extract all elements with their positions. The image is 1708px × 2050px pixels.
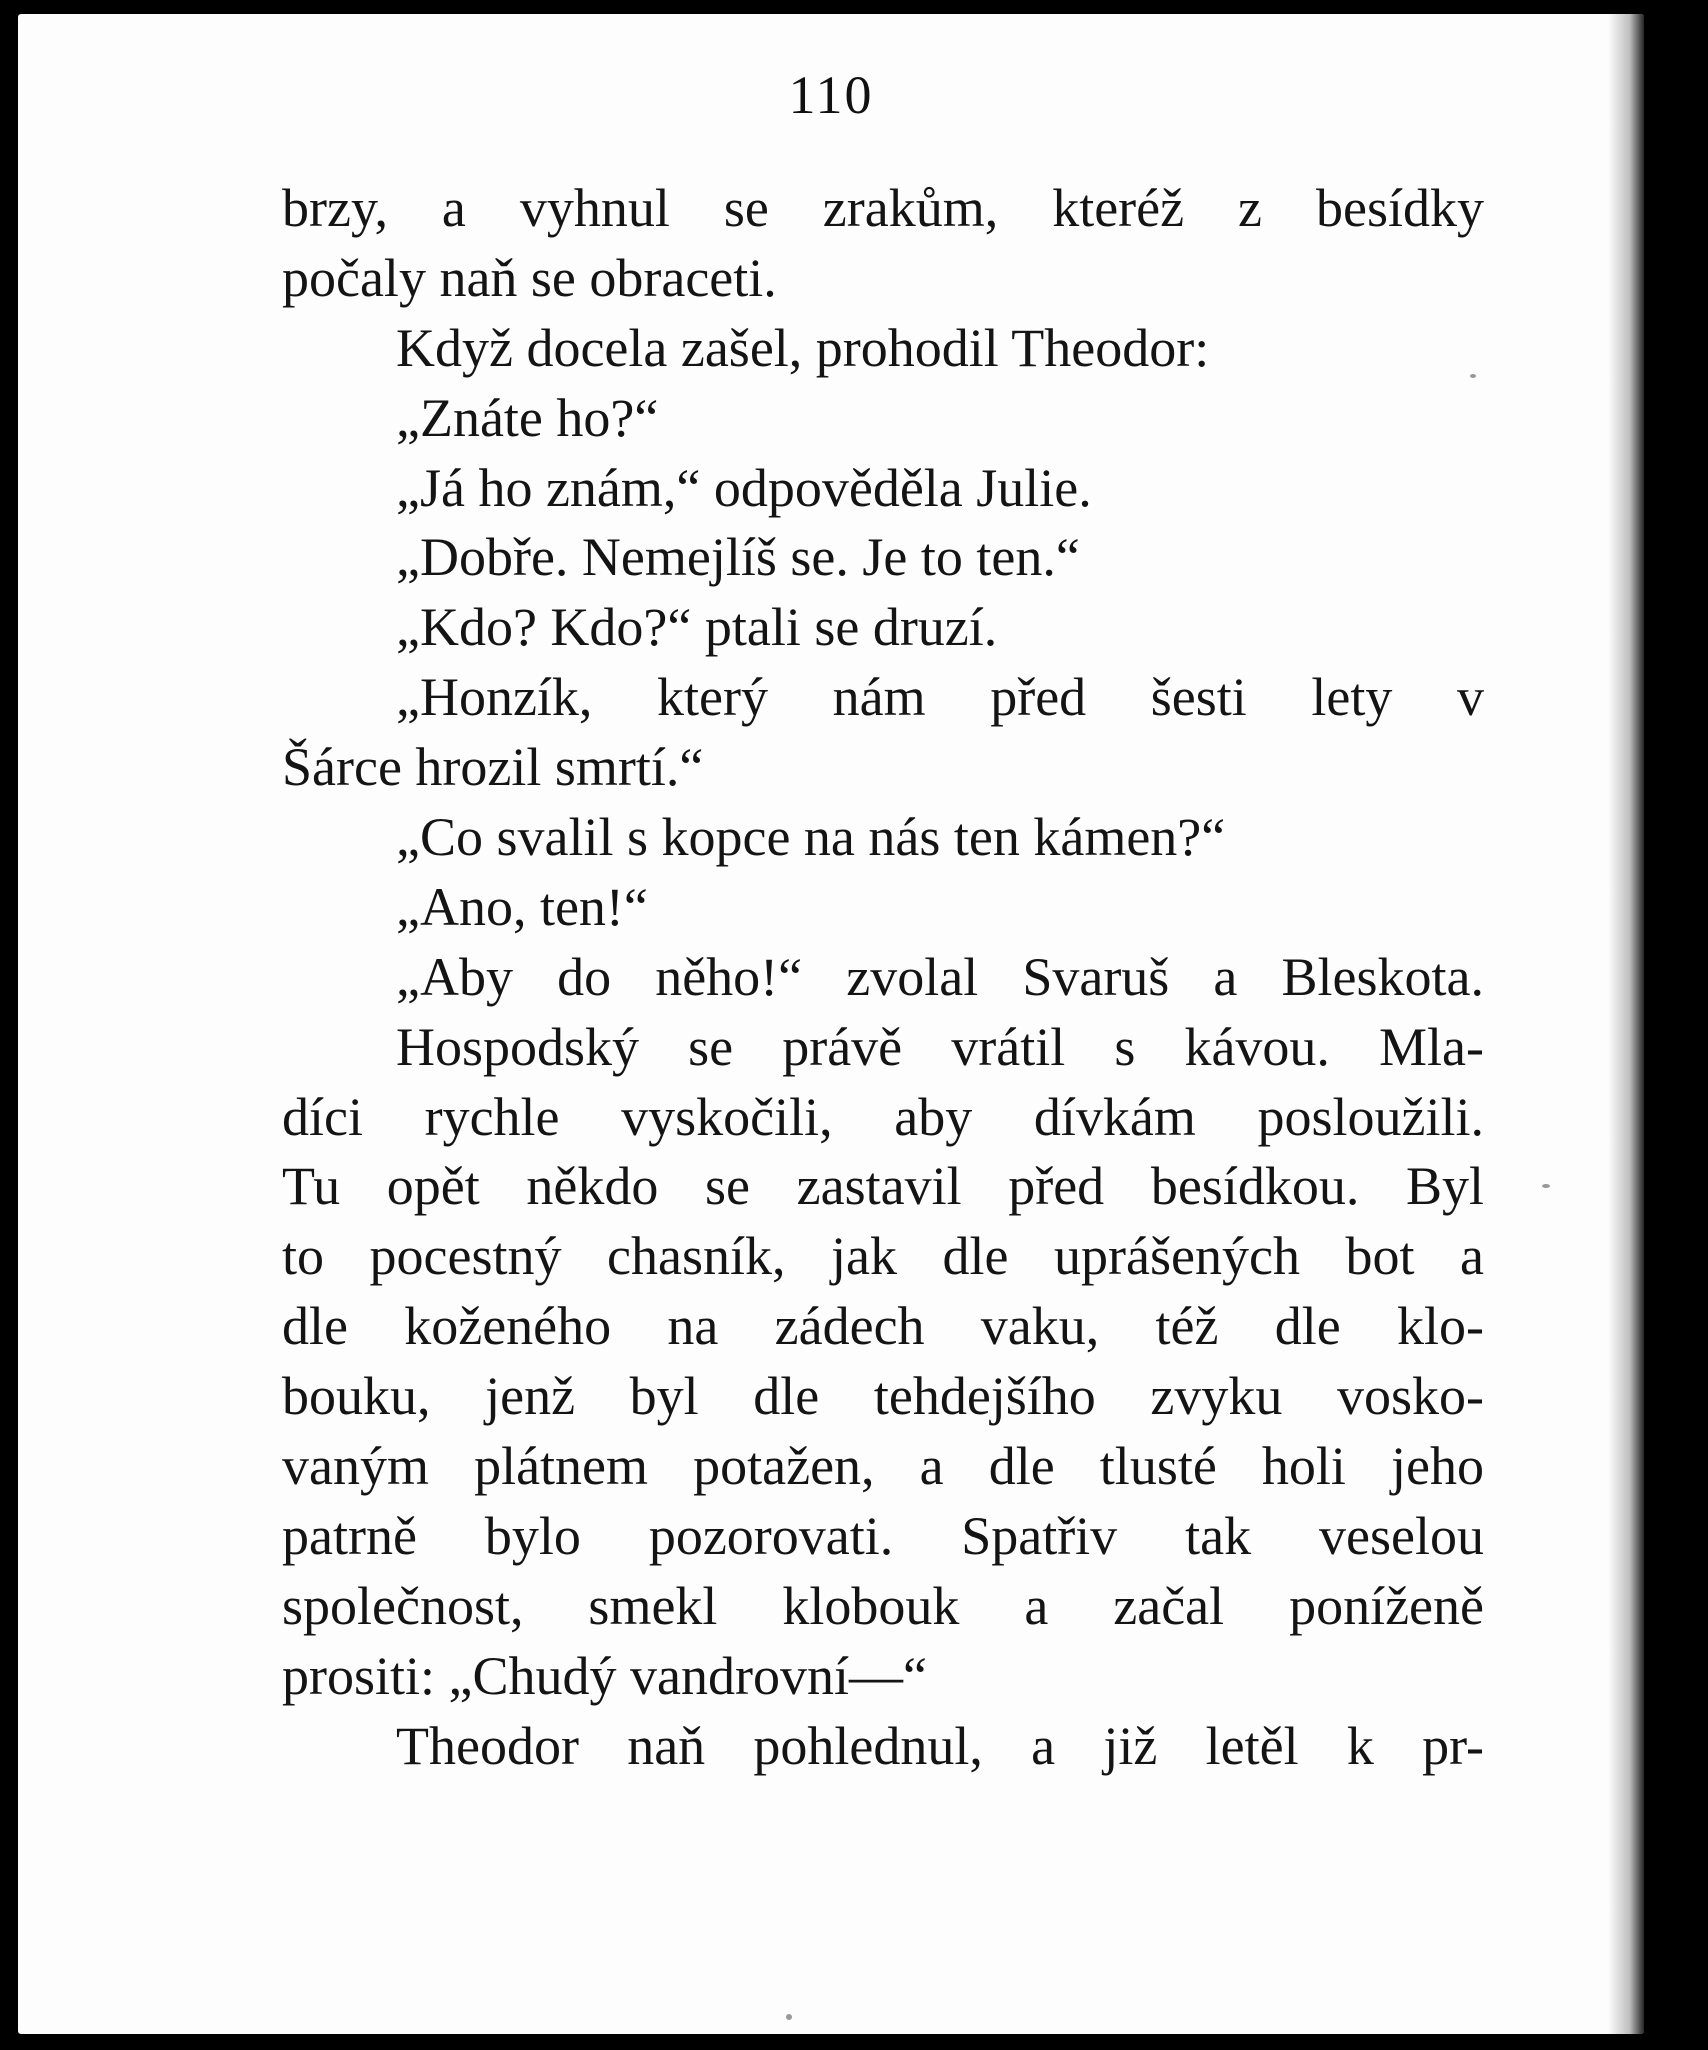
text-line: bouku, jenž byl dle tehdejšího zvyku vosko- bbox=[282, 1366, 1484, 1427]
text-line: Hospodský se právě vrátil s kávou. Mla- bbox=[396, 1016, 1484, 1077]
text-line: „Aby do něho!“ zvolal Svaruš a Bleskota. bbox=[396, 946, 1484, 1007]
text-line: to pocestný chasník, jak dle uprášených bot a bbox=[282, 1226, 1484, 1287]
text-line: „Honzík, který nám před šesti lety v bbox=[396, 667, 1484, 728]
text-line: prositi: „Chudý vandrovní—“ bbox=[282, 1645, 927, 1706]
paper-speck bbox=[786, 2014, 792, 2020]
text-line: „Co svalil s kopce na nás ten kámen?“ bbox=[396, 807, 1226, 868]
text-line: „Dobře. Nemejlíš se. Je to ten.“ bbox=[396, 527, 1080, 588]
text-line: Theodor naň pohlednul, a již letěl k pr- bbox=[396, 1715, 1484, 1776]
text-line: „Ano, ten!“ bbox=[396, 876, 648, 937]
paper-speck bbox=[1542, 1184, 1550, 1188]
text-line: Šárce hrozil smrtí.“ bbox=[282, 737, 704, 798]
text-line: Tu opět někdo se zastavil před besídkou. Byl bbox=[282, 1156, 1484, 1217]
page-edge-shadow bbox=[1608, 14, 1644, 2034]
text-line: společnost, smekl klobouk a začal poníženě bbox=[282, 1575, 1484, 1636]
text-line: „Kdo? Kdo?“ ptali se druzí. bbox=[396, 597, 998, 658]
text-line: počaly naň se obraceti. bbox=[282, 247, 777, 308]
text-line: patrně bylo pozorovati. Spatřiv tak veselou bbox=[282, 1505, 1484, 1566]
paper-speck bbox=[1470, 374, 1476, 378]
text-line: díci rychle vyskočili, aby dívkám posloužili. bbox=[282, 1086, 1484, 1147]
book-page bbox=[18, 14, 1644, 2034]
text-line: brzy, a vyhnul se zrakům, kteréž z besídky bbox=[282, 178, 1484, 238]
text-line: vaným plátnem potažen, a dle tlusté holi jeho bbox=[282, 1436, 1484, 1497]
page-number: 110 bbox=[788, 65, 874, 125]
body-text bbox=[282, 174, 1484, 1781]
text-line: dle koženého na zádech vaku, též dle klo- bbox=[282, 1296, 1484, 1357]
text-line: Když docela zašel, prohodil Theodor: bbox=[396, 317, 1210, 378]
text-line: „Já ho znám,“ odpověděla Julie. bbox=[396, 457, 1092, 518]
text-line: „Znáte ho?“ bbox=[396, 387, 659, 448]
